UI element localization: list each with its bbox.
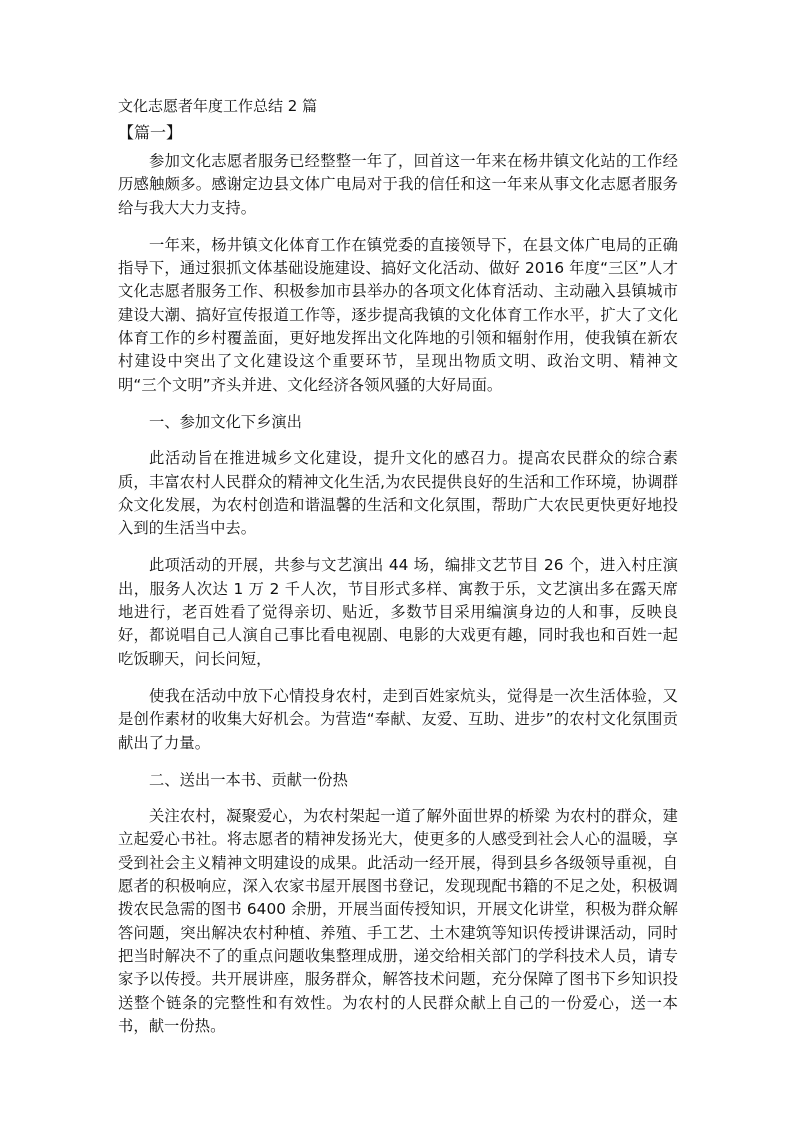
section-1-paragraph: 使我在活动中放下心情投身农村，走到百姓家炕头，觉得是一次生活体验，又是创作素材的收集大好机会。为营造“奉献、友爱、互助、进步”的农村文化氛围贡献出了力量。 — [118, 686, 678, 752]
section-heading-2: 二、送出一本书、贡献一份热 — [149, 770, 348, 789]
document-page — [118, 94, 678, 1052]
section-marker: 【篇一】 — [118, 123, 183, 142]
section-heading-1: 一、参加文化下乡演出 — [149, 412, 302, 431]
intro-paragraph: 参加文化志愿者服务已经整整一年了，回首这一年来在杨井镇文化站的工作经历感触颇多。感谢定边县文体广电局对于我的信任和这一年来从事文化志愿者服务给与我大大力支持。 — [118, 152, 678, 217]
section-2-paragraph: 关注农村，凝聚爱心，为农村架起一道了解外面世界的桥梁 为农村的群众，建立起爱心书社。将志愿者的精神发扬光大，使更多的人感受到社会人心的温暖，享受到社会主义精神文明建设的成果。此活动一经开展，得到县乡各级领导重视，自愿者的积极响应，深入农家书屋开展图书登记，发现现配书籍的不足之处，积极调拨农民急需的图书 6400 余册，开展当面传授知识，开展文化讲堂，积极为群众解答问题，突出解决农村种植、养殖、手工艺、土木建筑等知识传授讲课活动，同时把当时解决不了的重点问题收集整理成册，递交给相关部门的学科技术人员，请专家予以传授。共开展讲座，服务群众，解答技术问题，充分保障了图书下乡知识投送整个链条的完整性和有效性。为农村的人民群众献上自己的一份爱心，送一本书，献一份热。 — [118, 807, 678, 1035]
section-1-paragraph: 此项活动的开展，共参与文艺演出 44 场，编排文艺节目 26 个，进入村庄演出，服务人次达 1 万 2 千人次，节目形式多样、寓教于乐，文艺演出多在露天席地进行，老百姓看了觉得亲切、贴近，多数节目采用编演身边的人和事，反映良好，都说唱自己人演自己事比看电视剧、电影的大戏更有趣，同时我也和百姓一起吃饭聊天，问长问短， — [118, 556, 678, 668]
document-title: 文化志愿者年度工作总结 2 篇 — [118, 97, 318, 115]
section-1-paragraph: 此活动旨在推进城乡文化建设，提升文化的感召力。提高农民群众的综合素质，丰富农村人民群众的精神文化生活,为农民提供良好的生活和工作环境，协调群众文化发展，为农村创造和谐温馨的生活和文化氛围，帮助广大农民更快更好地投入到的生活当中去。 — [118, 449, 678, 538]
summary-paragraph: 一年来，杨井镇文化体育工作在镇党委的直接领导下，在县文体广电局的正确指导下，通过狠抓文体基础设施建设、搞好文化活动、做好 2016 年度“三区”人才文化志愿者服务工作、积极参加市县举办的各项文化体育活动、主动融入县镇城市建设大潮、搞好宣传报道工作等，逐步提高我镇的文化体育工作水平，扩大了文化体育工作的乡村覆盖面，更好地发挥出文化阵地的引领和辐射作用，使我镇在新农村建设中突出了文化建设这个重要环节，呈现出物质文明、政治文明、精神文明“三个文明”齐头并进、文化经济各领风骚的大好局面。 — [118, 235, 678, 394]
